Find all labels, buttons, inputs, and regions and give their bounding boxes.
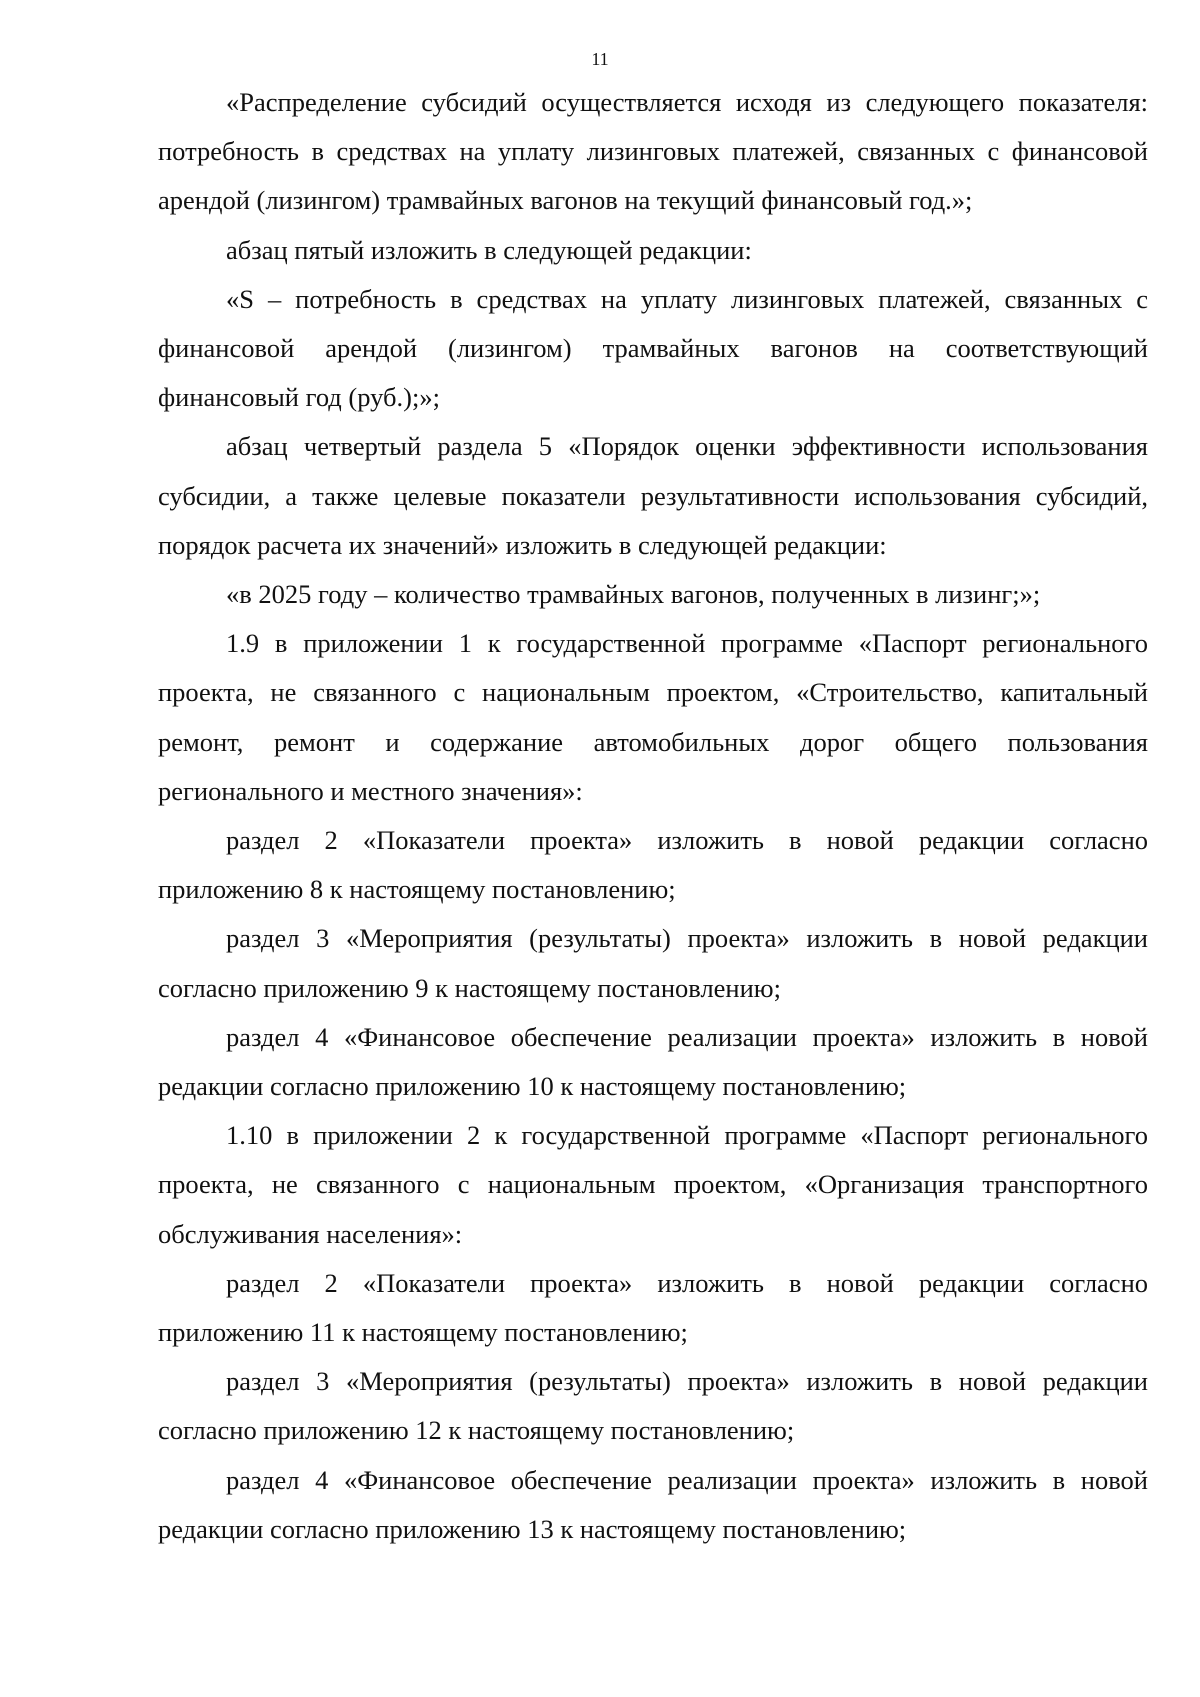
- paragraph-section-4-app-13: раздел 4 «Финансовое обеспечение реализации проекта» изложить в новой редакции согласно приложению 13 к настоящему постановлению;: [158, 1464, 1148, 1544]
- document-body: [158, 78, 1148, 1554]
- paragraph-section-3-app-9: раздел 3 «Мероприятия (результаты) проекта» изложить в новой редакции согласно приложению 9 к настоящему постановлению;: [158, 923, 1148, 1003]
- paragraph-section-2-app-8: раздел 2 «Показатели проекта» изложить в новой редакции согласно приложению 8 к настоящему постановлению;: [158, 825, 1148, 905]
- paragraph-s-definition: «S – потребность в средствах на уплату лизинговых платежей, связанных с финансовой арендой (лизингом) трамвайных вагонов на соответствующий финансовый год (руб.);»;: [158, 283, 1148, 413]
- paragraph-section-3-app-12: раздел 3 «Мероприятия (результаты) проекта» изложить в новой редакции согласно приложению 12 к настоящему постановлению;: [158, 1366, 1148, 1446]
- paragraph-fourth-abzac-section-5: абзац четвертый раздела 5 «Порядок оценки эффективности использования субсидии, а также целевые показатели результативности использования субсидий, порядок расчета их значений» изложить в следующей редакции:: [158, 431, 1148, 560]
- paragraph-2025-indicator: «в 2025 году – количество трамвайных вагонов, полученных в лизинг;»;: [226, 579, 1041, 610]
- paragraph-section-4-app-10: раздел 4 «Финансовое обеспечение реализации проекта» изложить в новой редакции согласно приложению 10 к настоящему постановлению;: [158, 1021, 1148, 1102]
- paragraph-section-2-app-11: раздел 2 «Показатели проекта» изложить в новой редакции согласно приложению 11 к настоящему постановлению;: [158, 1267, 1148, 1348]
- paragraph-fifth-abzac: абзац пятый изложить в следующей редакции:: [226, 234, 752, 265]
- page-number: 11: [591, 49, 609, 69]
- paragraph-item-1-10: 1.10 в приложении 2 к государственной программе «Паспорт регионального проекта, не связанного с национальным проектом, «Организация транспортного обслуживания населения»:: [158, 1120, 1148, 1249]
- paragraph-distribution-indicator: «Распределение субсидий осуществляется исходя из следующего показателя: потребность в средствах на уплату лизинговых платежей, связанных с финансовой арендой (лизингом) трамвайных вагонов на текущий финансовый год.»;: [158, 87, 1148, 216]
- paragraph-item-1-9: 1.9 в приложении 1 к государственной программе «Паспорт регионального проекта, не связанного с национальным проектом, «Строительство, капитальный ремонт, ремонт и содержание автомобильных дорог общего пользования регионального и местного значения»:: [158, 628, 1148, 806]
